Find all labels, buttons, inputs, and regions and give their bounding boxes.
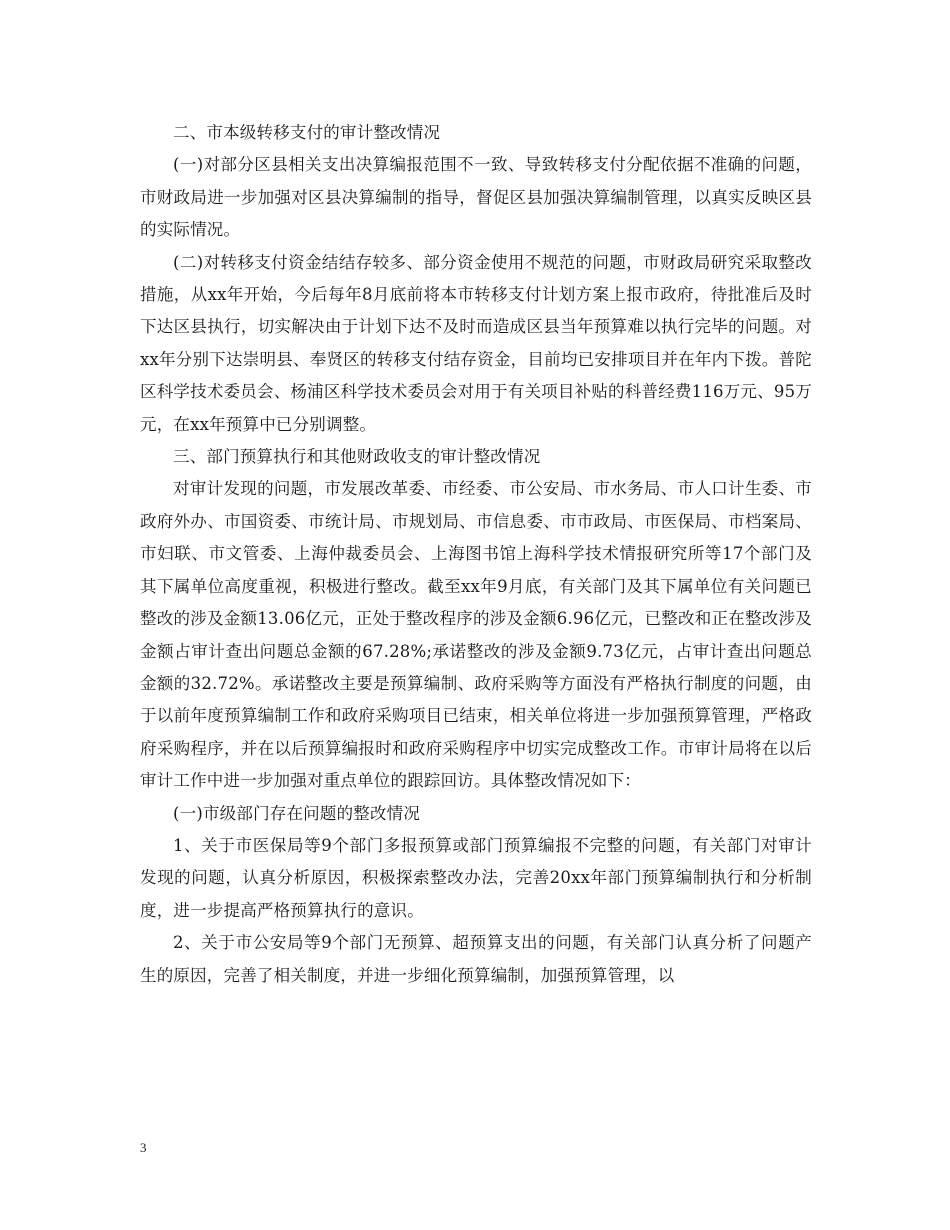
document-body <box>140 117 812 992</box>
paragraph: (一)对部分区县相关支出决算编报范围不一致、导致转移支付分配依据不准确的问题，市财政局进一步加强对区县决算编制的指导，督促区县加强决算编制管理，以真实反映区县的实际情况。 <box>140 155 812 240</box>
section-heading-two: 二、市本级转移支付的审计整改情况 <box>173 123 441 142</box>
paragraph: 对审计发现的问题，市发展改革委、市经委、市公安局、市水务局、市人口计生委、市政府外办、市国资委、市统计局、市规划局、市信息委、市市政局、市医保局、市档案局、市妇联、市文管委、上海仲裁委员会、上海图书馆上海科学技术情报研究所等17个部门及其下属单位高度重视，积极进行整改。截至xx年9月底，有关部门及其下属单位有关问题已整改的涉及金额13.06亿元，正处于整改程序的涉及金额6.96亿元，已整改和正在整改涉及金额占审计查出问题总金额的67.28%;承诺整改的涉及金额9.73亿元，占审计查出问题总金额的32.72%。承诺整改主要是预算编制、政府采购等方面没有严格执行制度的问题，由于以前年度预算编制工作和政府采购项目已结束，相关单位将进一步加强预算管理，严格政府采购程序，并在以后预算编报时和政府采购程序中切实完成整改工作。市审计局将在以后审计工作中进一步加强对重点单位的跟踪回访。具体整改情况如下： <box>140 479 812 791</box>
page-number: 3 <box>140 1140 147 1155</box>
section-heading-three: 三、部门预算执行和其他财政收支的审计整改情况 <box>173 447 541 467</box>
subsection-heading: (一)市级部门存在问题的整改情况 <box>173 803 421 823</box>
paragraph: 1、关于市医保局等9个部门多报预算或部门预算编报不完整的问题，有关部门对审计发现的问题，认真分析原因，积极探索整改办法，完善20xx年部门预算编制执行和分析制度，进一步提高严格预算执行的意识。 <box>140 835 812 920</box>
paragraph: (二)对转移支付资金结结存较多、部分资金使用不规范的问题，市财政局研究采取整改措施，从xx年开始，今后每年8月底前将本市转移支付计划方案上报市政府，待批准后及时下达区县执行，切实解决由于计划下达不及时而造成区县当年预算难以执行完毕的问题。对xx年分别下达崇明县、奉贤区的转移支付结存资金，目前均已安排项目并在年内下拨。普陀区科学技术委员会、杨浦区科学技术委员会对用于有关项目补贴的科普经费116万元、95万元，在xx年预算中已分别调整。 <box>140 252 812 434</box>
paragraph: 2、关于市公安局等9个部门无预算、超预算支出的问题，有关部门认真分析了问题产生的原因，完善了相关制度，并进一步细化预算编制，加强预算管理，以 <box>140 933 812 985</box>
